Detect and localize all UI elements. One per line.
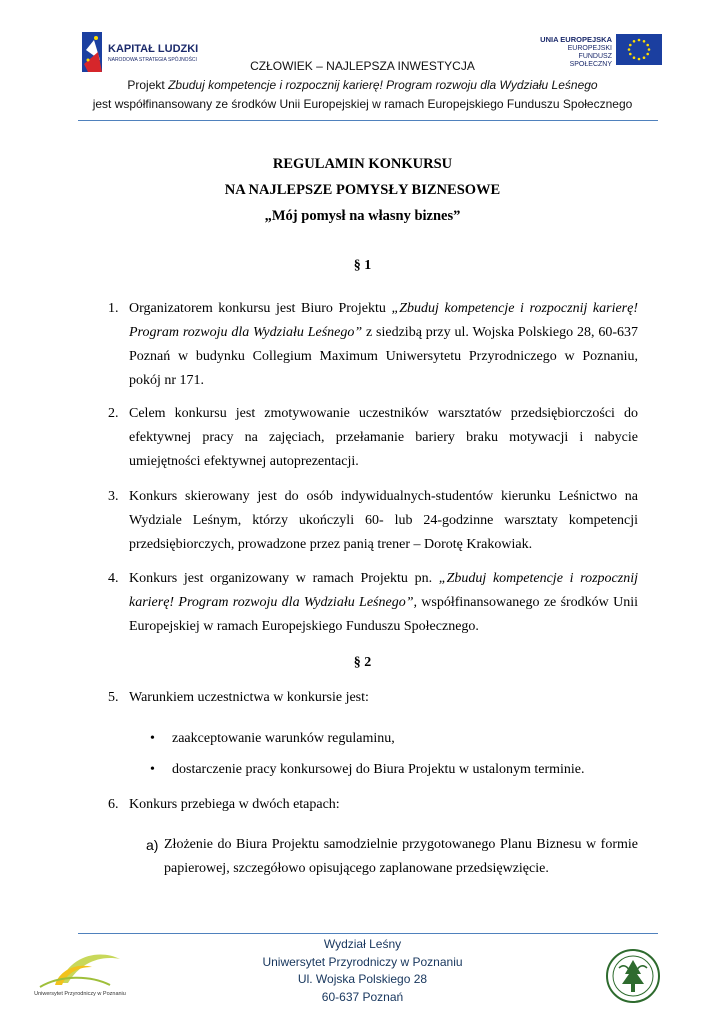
footer-rule [78,933,658,934]
faculty-seal-icon [605,948,661,1004]
list-item-number: 6. [108,797,119,812]
bullet-text: dostarczenie pracy konkursowej do Biura Projektu w ustalonym terminie. [172,762,585,777]
list-item-1 [108,297,638,393]
footer-line2: Uniwersytet Przyrodniczy w Poznaniu [262,955,463,969]
title-line2: NA NAJLEPSZE POMYSŁY BIZNESOWE [224,182,501,198]
list-item-number: 3. [108,489,119,504]
title-line1: REGULAMIN KONKURSU [272,156,453,172]
list-item-number: 2. [108,406,119,421]
bullet-icon: • [150,731,155,746]
eu-logo-line3: FUNDUSZ SPOŁECZNY [569,53,612,68]
sub-item-text: Złożenie do Biura Projektu samodzielnie przygotowanego Planu Biznesu w formie papierowej, szczegółowo opisującego zaplanowane przedsięwzięcie. [164,837,638,876]
bullet-item-2 [150,758,640,782]
list-item-5 [108,686,638,710]
eu-logo-line2: EUROPEJSKI [567,45,612,52]
project-name-italic: „Zbuduj kompetencje i rozpocznij karierę! Program rozwoju dla Wydziału Leśnego” [129,301,639,340]
list-item-text: Konkurs skierowany jest do osób indywidualnych-studentów kierunku Leśnictwo na Wydziale Leśnym, którzy ukończyli 60- lub 24-godzinne warsztaty kompetencji przedsiębiorczych, prowadzone przez panią trener – Dorotę Krakowiak. [129,489,638,552]
header-cofinance: jest współfinansowany ze środków Unii Europejskiej w ramach Europejskiego Funduszu Społecznego [92,97,633,111]
list-item-text: Warunkiem uczestnictwa w konkursie jest: [129,690,369,705]
list-item-text: Celem konkursu jest zmotywowanie uczestników warsztatów przedsiębiorczości do efektywnej pracy na zajęciach, przełamanie bariery braku motywacji i nabycie umiejętności efektywnej autoprezentacji. [129,406,638,469]
list-item-number: 5. [108,690,119,705]
list-item-text [129,297,638,393]
footer-line1: Wydział Leśny [323,937,402,951]
list-item-text [129,567,638,639]
text-run: Konkurs jest organizowany w ramach Projektu pn. [129,571,439,586]
list-item-number: 1. [108,301,119,316]
bullet-icon: • [150,762,155,777]
list-item-4 [108,567,638,639]
header-motto: CZŁOWIEK – NAJLEPSZA INWESTYCJA [250,59,475,73]
list-item-number: 4. [108,571,119,586]
sub-item-a [146,833,638,881]
section-2-heading: § 2 [353,655,372,670]
svg-text:KAPITAŁ LUDZKI: KAPITAŁ LUDZKI [108,43,199,55]
list-item-text: Konkurs przebiega w dwóch etapach: [129,797,340,812]
header-project [0,78,725,92]
text-run: Organizatorem konkursu jest Biuro Projektu [129,301,392,316]
svg-text:NARODOWA STRATEGIA SPÓJNOŚCI: NARODOWA STRATEGIA SPÓJNOŚCI [108,57,197,63]
sub-item-letter: a) [146,837,159,853]
eu-logo-line1: UNIA EUROPEJSKA [540,35,612,44]
list-item-2 [108,402,638,474]
header-rule [78,120,658,121]
project-name-italic: „Zbuduj kompetencje i rozpocznij karierę! Program rozwoju dla Wydziału Leśnego”, [129,571,638,610]
footer-line4: 60-637 Poznań [321,990,404,1004]
title-line3: „Mój pomysł na własny biznes” [264,208,461,224]
text-run: z siedzibą przy ul. Wojska Polskiego 28, 60-637 Poznań w budynku Collegium Maximum Uniwersytetu Przyrodniczego w Poznaniu, pokój nr 171. [129,325,638,388]
footer-line3: Ul. Wojska Polskiego 28 [297,972,428,986]
bullet-item-1 [150,727,640,751]
bullet-text: zaakceptowanie warunków regulaminu, [172,731,395,746]
section-1-heading: § 1 [353,258,372,273]
header-project-name: Zbuduj kompetencje i rozpocznij karierę! Program rozwoju dla Wydziału Leśnego [168,78,598,92]
up-logo-text: Uniwersytet Przyrodniczy w Poznaniu [34,991,126,997]
header-project-prefix: Projekt [127,78,169,92]
list-item-3 [108,485,638,557]
text-run: współfinansowanego ze środków Unii Europejskiej w ramach Europejskiego Funduszu Społecznego. [129,595,638,634]
list-item-6 [108,793,638,817]
